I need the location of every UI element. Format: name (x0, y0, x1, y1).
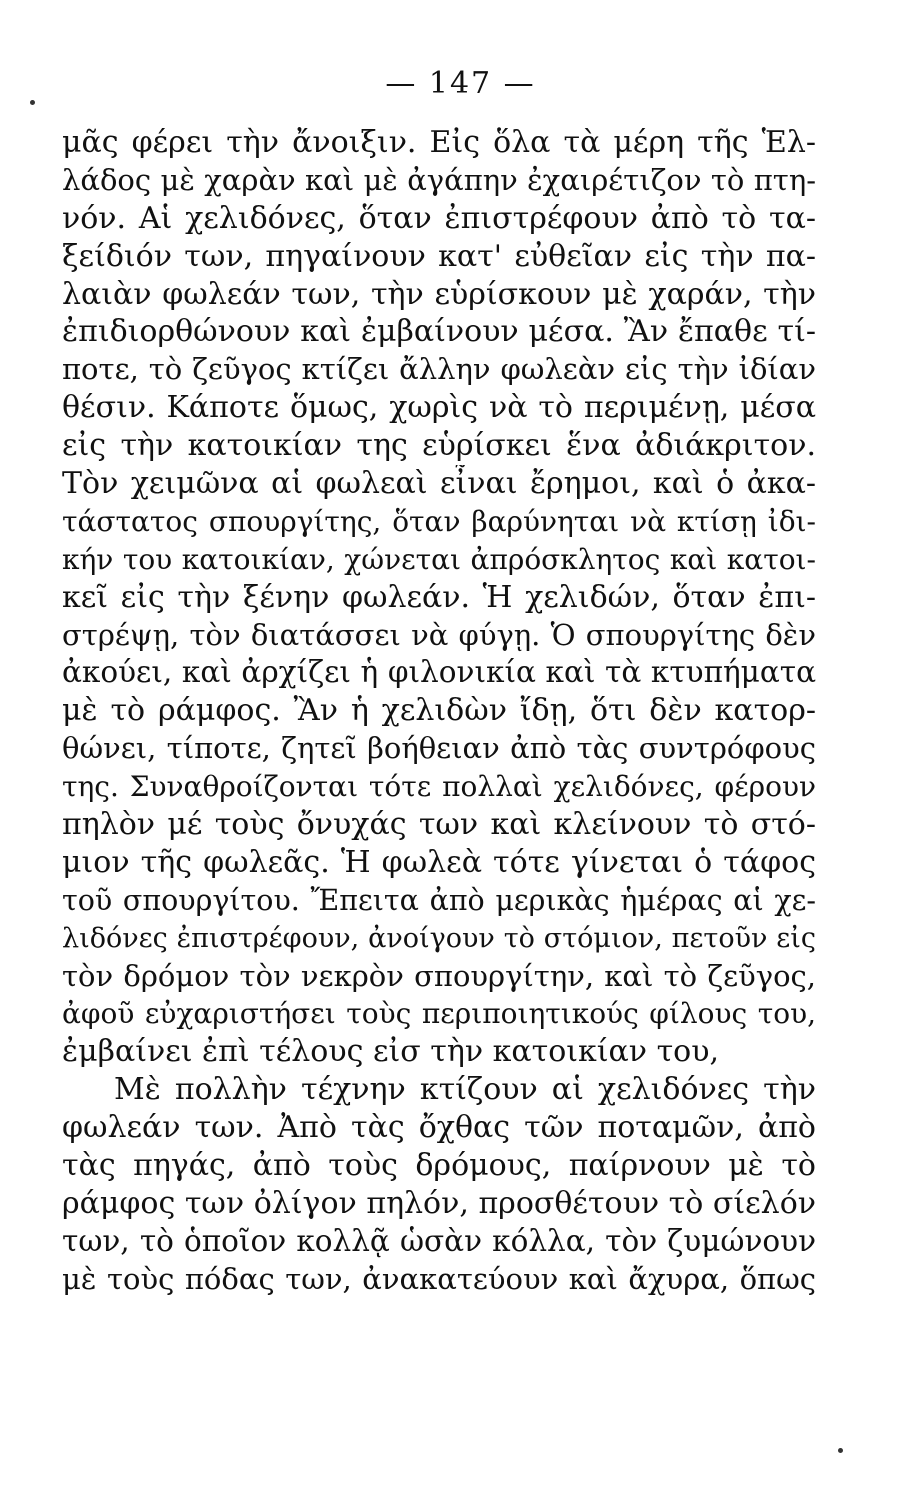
text-line: Τὸν χειμῶνα αἱ φωλεαὶ εἶναι ἔρημοι, καὶ ὁ ἀκα- (62, 466, 816, 502)
text-line: ξείδιόν των, πηγαίνουν κατ' εὐθεῖαν εἰς τὴν πα- (62, 238, 816, 274)
text-line: μᾶς φέρει τὴν ἄνοιξιν. Εἰς ὅλα τὰ μέρη τῆς Ἑλ- (62, 125, 816, 160)
text-line: θώνει, τίποτε, ζητεῖ βοήθειαν ἀπὸ τὰς συντρόφους (62, 731, 816, 766)
paragraph-end-line: ἐμβαίνει ἐπὶ τέλους εἰσ τὴν κατοικίαν του, (62, 1034, 720, 1070)
text-line: στρέψῃ, τὸν διατάσσει νὰ φύγῃ. Ὁ σπουργίτης δὲν (62, 617, 816, 652)
text-line: τάστατος σπουργίτης, ὅταν βαρύνηται νὰ κτίσῃ ἰδι- (62, 504, 816, 538)
text-line: ἀκούει, καὶ ἀρχίζει ἡ φιλονικία καὶ τὰ κτυπήματα (62, 655, 816, 690)
text-line: τοῦ σπουργίτου. Ἔπειτα ἀπὸ μερικὰς ἡμέρας αἱ χε- (62, 883, 816, 917)
body-text (62, 124, 816, 1299)
text-line: θέσιν. Κάποτε ὅμως, χωρὶς νὰ τὸ περιμένῃ, μέσα (62, 390, 816, 426)
text-line: ἀφοῦ εὐχαριστήσει τοὺς περιποιητικούς φίλους του, (62, 997, 816, 1031)
text-line: μιον τῆς φωλεᾶς. Ἡ φωλεὰ τότε γίνεται ὁ τάφος (62, 844, 816, 880)
page-number: — 147 — (385, 66, 536, 101)
text-line: τὸν δρόμον τὸν νεκρὸν σπουργίτην, καὶ τὸ ζεῦγος, (62, 958, 816, 993)
text-line: κεῖ εἰς τὴν ξένην φωλεάν. Ἡ χελιδών, ὅταν ἐπι- (62, 579, 816, 615)
text-line: εἰς τὴν κατοικίαν της εὑρίσκει ἕνα ἀδιάκριτον. (62, 428, 816, 464)
text-line: λάδος μὲ χαρὰν καὶ μὲ ἀγάπην ἐχαιρέτιζον τὸ πτη- (62, 162, 816, 197)
text-line: ἐπιδιορθώνουν καὶ ἐμβαίνουν μέσα. Ἂν ἔπαθε τί- (62, 314, 816, 350)
text-line: μὲ τοὺς πόδας των, ἀνακατεύουν καὶ ἄχυρα, ὅπως (62, 1261, 816, 1296)
text-line: μὲ τὸ ράμφος. Ἂν ἡ χελιδὼν ἴδῃ, ὅτι δὲν κατορ- (62, 693, 816, 729)
text-line: λιδόνες ἐπιστρέφουν, ἀνοίγουν τὸ στόμιον, πετοῦν εἰς (62, 922, 816, 954)
paragraph-start-line: Μὲ πολλὴν τέχνην κτίζουν αἱ χελιδόνες τὴν (114, 1072, 816, 1108)
text-line: των, τὸ ὁποῖον κολλᾷ ὡσὰν κόλλα, τὸν ζυμώνουν (62, 1223, 816, 1258)
text-line: φωλεάν των. Ἀπὸ τὰς ὄχθας τῶν ποταμῶν, ἀπὸ (62, 1110, 816, 1146)
paper-speck (30, 100, 35, 105)
text-line: λαιὰν φωλεάν των, τὴν εὑρίσκουν μὲ χαράν, τὴν (62, 276, 816, 312)
text-line: κήν του κατοικίαν, χώνεται ἀπρόσκλητος καὶ κατοι- (62, 542, 816, 576)
text-line: τὰς πηγάς, ἀπὸ τοὺς δρόμους, παίρνουν μὲ τὸ (62, 1148, 816, 1184)
text-line: της. Συναθροίζονται τότε πολλαὶ χελιδόνες, φέρουν (62, 770, 816, 804)
paper-speck (838, 1448, 843, 1453)
text-line: ράμφος των ὀλίγον πηλόν, προσθέτουν τὸ σίελόν (62, 1185, 816, 1221)
text-line: ποτε, τὸ ζεῦγος κτίζει ἄλλην φωλεὰν εἰς τὴν ἰδίαν (62, 352, 816, 387)
text-line: πηλὸν μέ τοὺς ὄνυχάς των καὶ κλείνουν τὸ στό- (62, 807, 816, 843)
text-line: νόν. Αἱ χελιδόνες, ὅταν ἐπιστρέφουν ἀπὸ τὸ τα- (62, 200, 816, 236)
